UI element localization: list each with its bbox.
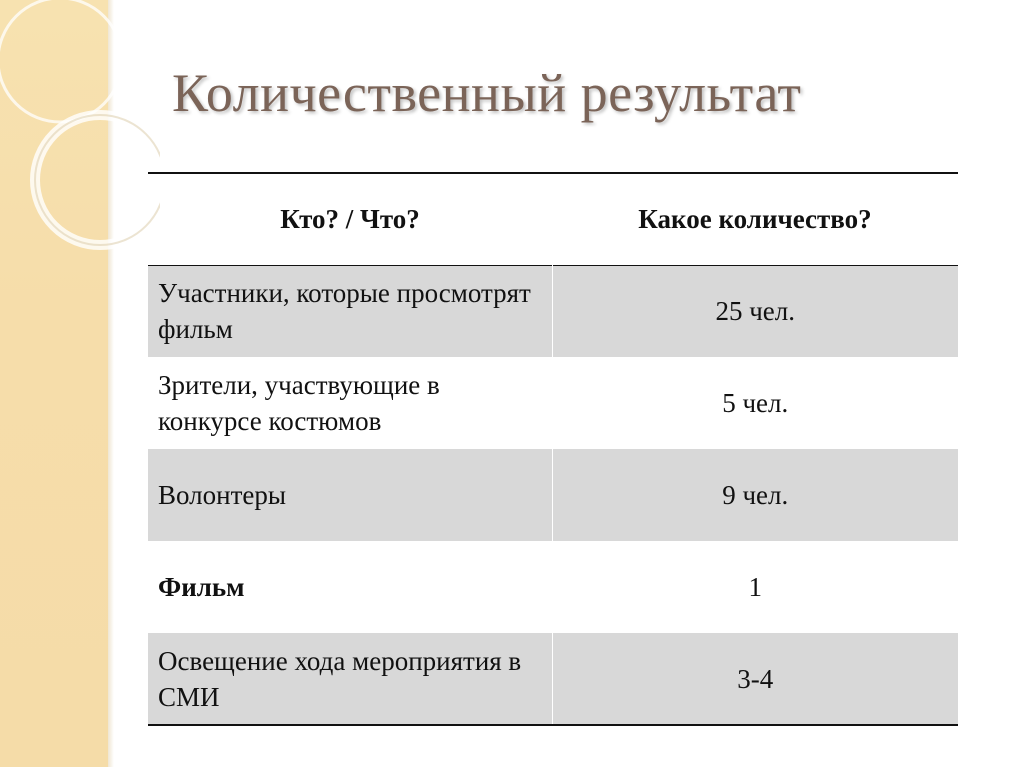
row-quantity: 9 чел. bbox=[552, 449, 958, 541]
header-quantity: Какое количество? bbox=[638, 203, 872, 234]
row-who: Участники, которые просмотрят фильм bbox=[148, 265, 552, 357]
results-table bbox=[148, 172, 958, 726]
table-header-row bbox=[148, 173, 958, 265]
row-quantity: 3-4 bbox=[552, 633, 958, 725]
table-row bbox=[148, 541, 958, 633]
row-quantity: 1 bbox=[552, 541, 958, 633]
header-who: Кто? / Что? bbox=[280, 203, 420, 234]
row-who: Волонтеры bbox=[148, 449, 552, 541]
table-row bbox=[148, 449, 958, 541]
row-who: Освещение хода мероприятия в СМИ bbox=[148, 633, 552, 725]
decorative-circles bbox=[0, 0, 160, 280]
row-who: Зрители, участвующие в конкурсе костюмов bbox=[148, 357, 552, 449]
table-row bbox=[148, 357, 958, 449]
row-quantity: 5 чел. bbox=[552, 357, 958, 449]
row-quantity: 25 чел. bbox=[552, 265, 958, 357]
row-who: Фильм bbox=[148, 541, 552, 633]
table-row bbox=[148, 633, 958, 725]
slide-title: Количественный результат bbox=[172, 63, 802, 123]
table-row bbox=[148, 265, 958, 357]
